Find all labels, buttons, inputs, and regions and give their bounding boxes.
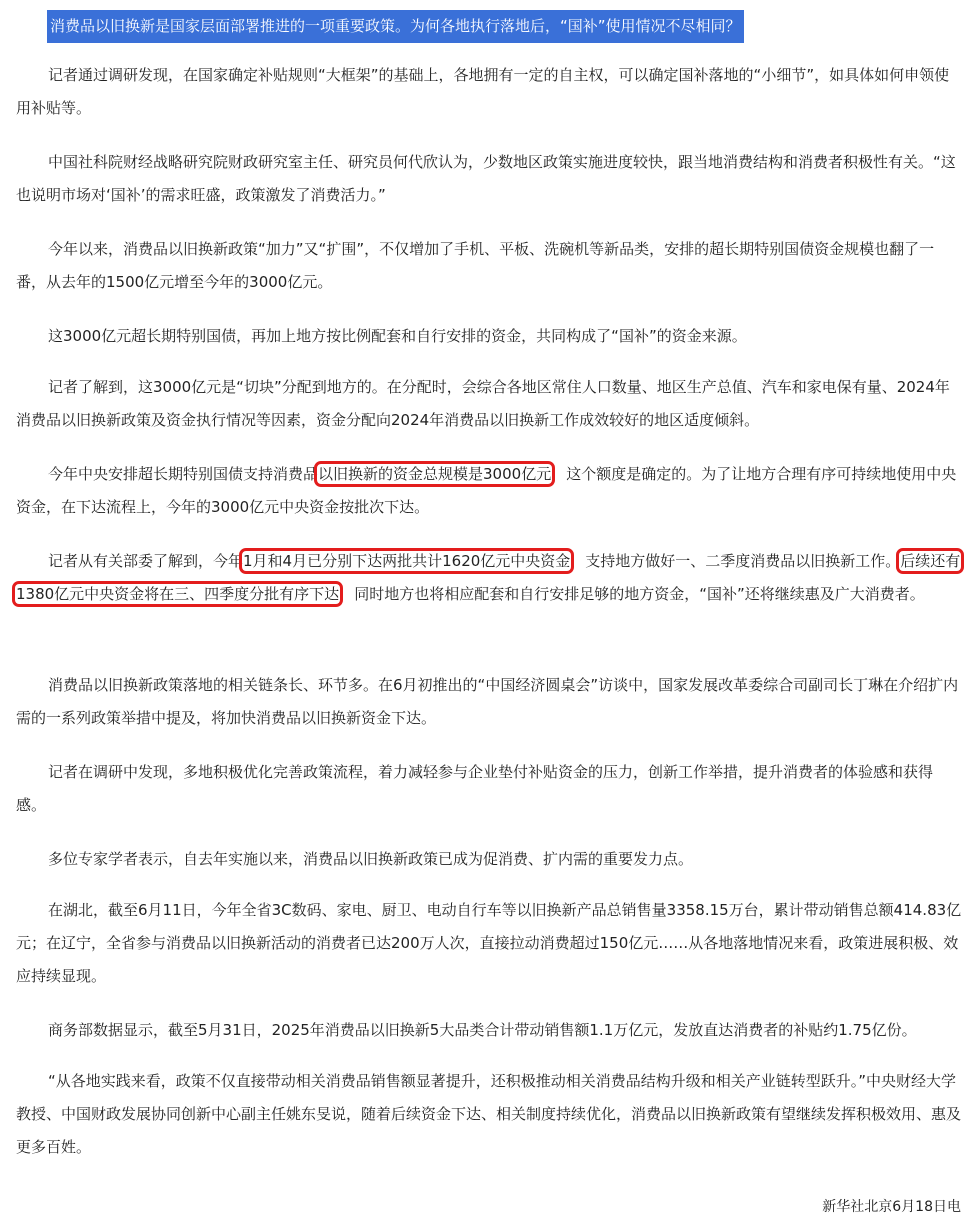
paragraph-8: 消费品以旧换新政策落地的相关链条长、环节多。在6月初推出的“中国经济圆桌会”访谈中，国家发展改革委综合司副司长丁琳在介绍扩内需的一系列政策举措中提及，将加快消费品以旧换新资金下达。 xyxy=(16,676,959,727)
paragraph-7-text-b: ，支持地方做好一、二季度消费品以旧换新工作。 xyxy=(570,552,901,570)
paragraph-13: “从各地实践来看，政策不仅直接带动相关消费品销售额显著提升，还积极推动相关消费品结构升级和相关产业链转型跃升。”中央财经大学教授、中国财政发展协同创新中心副主任姚东旻说，随着后续资金下达、相关制度持续优化，消费品以旧换新政策有望继续发挥积极效用、惠及更多百姓。 xyxy=(16,1072,962,1156)
paragraph-7-text-a: 记者从有关部委了解到，今年 xyxy=(48,552,244,570)
paragraph-1: 记者通过调研发现，在国家确定补贴规则“大框架”的基础上，各地拥有一定的自主权，可以确定国补落地的“小细节”，如具体如何申领使用补贴等。 xyxy=(16,66,950,117)
paragraph-10: 多位专家学者表示，自去年实施以来，消费品以旧换新政策已成为促消费、扩内需的重要发力点。 xyxy=(48,850,694,868)
paragraph-6-text-a: 今年中央安排超长期特别国债支持消费品 xyxy=(48,465,319,483)
dateline: 新华社北京6月18日电 xyxy=(822,1199,961,1215)
paragraph-5: 记者了解到，这3000亿元是“切块”分配到地方的。在分配时，会综合各地区常住人口数量、地区生产总值、汽车和家电保有量、2024年消费品以旧换新政策及资金执行情况等因素，资金分配向2024年消费品以旧换新工作成效较好的地区适度倾斜。 xyxy=(16,378,950,429)
highlight-first-batches: 1月和4月已分别下达两批共计1620亿元中央资金 xyxy=(243,552,571,570)
highlight-total-funds: 以旧换新的资金总规模是3000亿元 xyxy=(318,465,552,483)
paragraph-2: 中国社科院财经战略研究院财政研究室主任、研究员何代欣认为，少数地区政策实施进度较快，跟当地消费结构和消费者积极性有关。“这也说明市场对‘国补’的需求旺盛，政策激发了消费活力。” xyxy=(16,153,956,204)
paragraph-6 xyxy=(16,458,962,524)
paragraph-4: 这3000亿元超长期特别国债，再加上地方按比例配套和自行安排的资金，共同构成了“国补”的资金来源。 xyxy=(48,327,747,345)
highlight-remaining-funds: 后续还有1380亿元中央资金将在三、四季度分批有序下达 xyxy=(16,552,961,603)
highlighted-headline: 消费品以旧换新是国家层面部署推进的一项重要政策。为何各地执行落地后，“国补”使用情况不尽相同？ xyxy=(47,10,744,43)
paragraph-12: 商务部数据显示，截至5月31日，2025年消费品以旧换新5大品类合计带动销售额1.1万亿元，发放直达消费者的补贴约1.75亿份。 xyxy=(48,1021,917,1039)
paragraph-3: 今年以来，消费品以旧换新政策“加力”又“扩围”，不仅增加了手机、平板、洗碗机等新品类，安排的超长期特别国债资金规模也翻了一番，从去年的1500亿元增至今年的3000亿元。 xyxy=(16,240,935,291)
paragraph-11: 在湖北，截至6月11日，今年全省3C数码、家电、厨卫、电动自行车等以旧换新产品总销售量3358.15万台，累计带动销售总额414.83亿元；在辽宁，全省参与消费品以旧换新活动的消费者已达200万人次，直接拉动消费超过150亿元……从各地落地情况来看，政策进展积极、效应持续显现。 xyxy=(16,901,962,985)
paragraph-7 xyxy=(16,545,962,611)
paragraph-9: 记者在调研中发现，多地积极优化完善政策流程，着力减轻参与企业垫付补贴资金的压力，创新工作举措，提升消费者的体验感和获得感。 xyxy=(16,763,934,814)
headline-container xyxy=(47,10,744,43)
paragraph-7-text-c: ，同时地方也将相应配套和自行安排足够的地方资金，“国补”还将继续惠及广大消费者。 xyxy=(339,585,925,603)
paragraph-6-text-b: ，这个额度是确定的。为了让地方合理有序可持续地使用中央资金，在下达流程上，今年的3000亿元中央资金按批次下达。 xyxy=(16,465,957,516)
